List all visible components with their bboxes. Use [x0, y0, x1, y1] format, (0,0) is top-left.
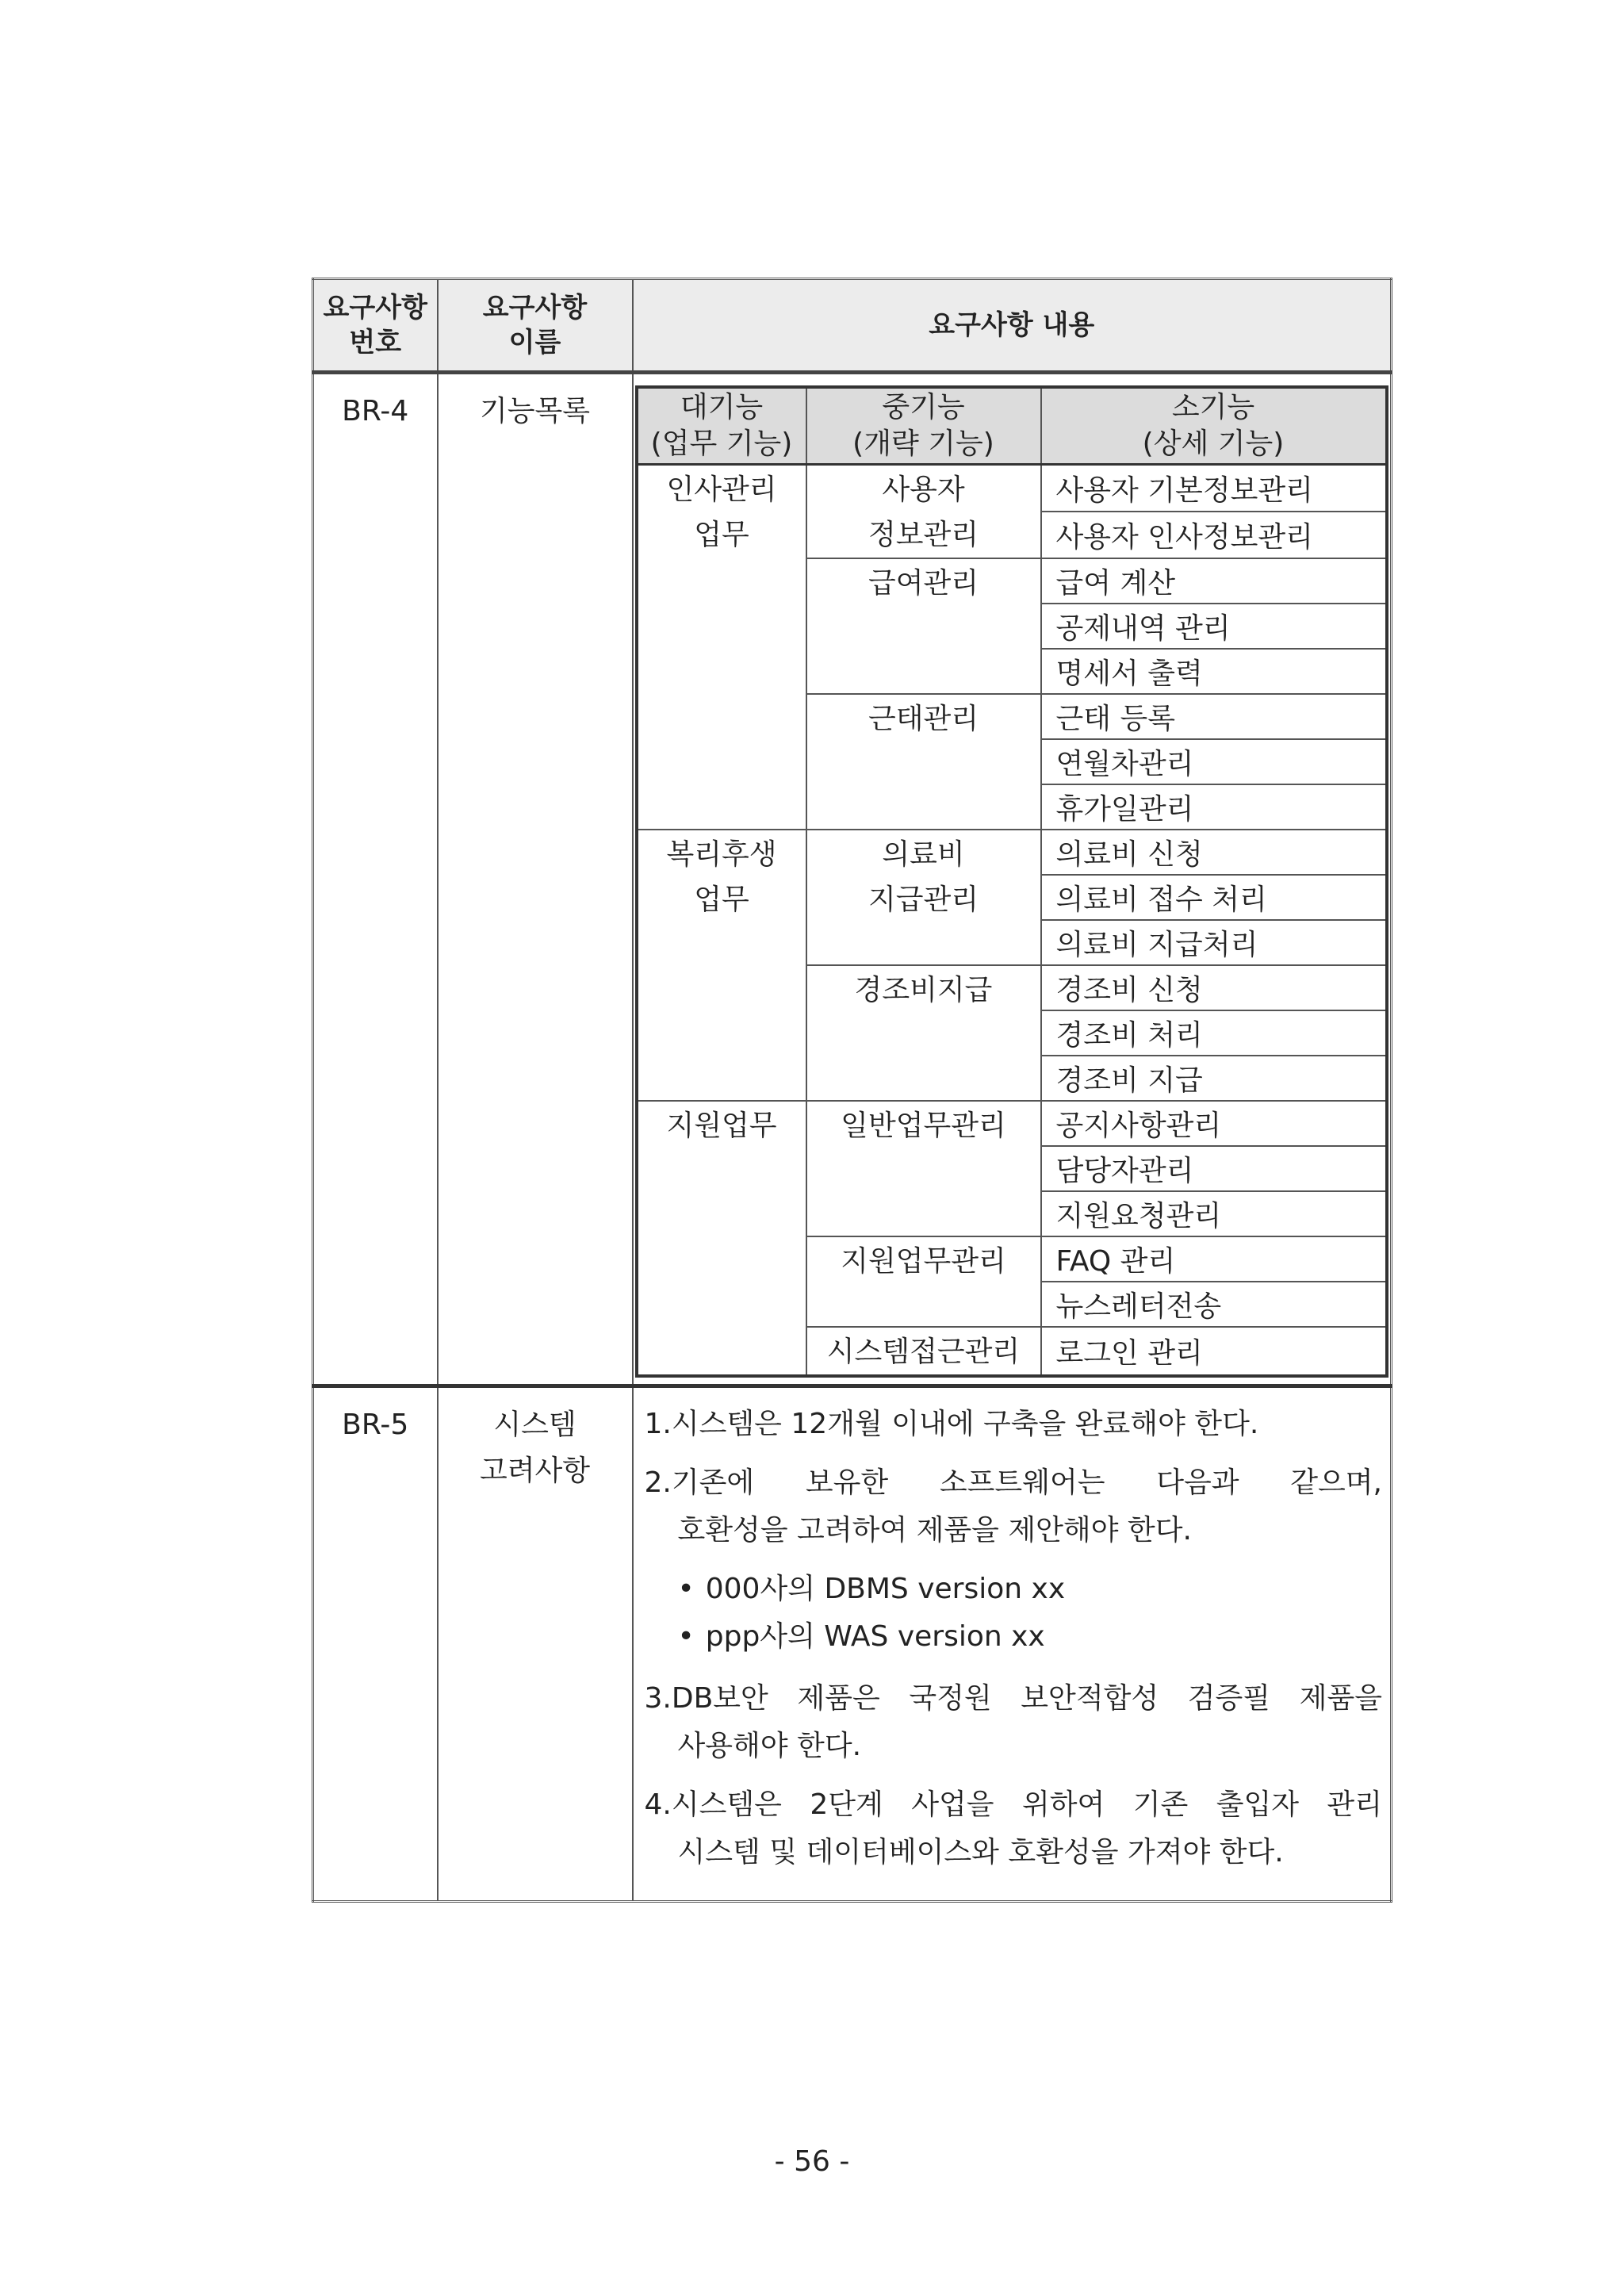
header-mid-function: 중기능 (개략 기능) — [806, 387, 1041, 465]
small-function-cell: 사용자 기본정보관리 — [1041, 465, 1387, 512]
small-function-cell: 뉴스레터전송 — [1041, 1282, 1387, 1327]
mid-function-cell: 근태관리 — [806, 694, 1041, 830]
small-function-cell: 지원요청관리 — [1041, 1191, 1387, 1236]
mid-function-cell: 의료비 지급관리 — [806, 830, 1041, 965]
mid-function-cell: 급여관리 — [806, 558, 1041, 694]
header-large-function: 대기능 (업무 기능) — [637, 387, 806, 465]
small-function-cell: 경조비 처리 — [1041, 1010, 1387, 1056]
header-row — [313, 279, 1392, 373]
list-item: • 000사의 DBMS version xx — [678, 1566, 1383, 1613]
row-br5 — [313, 1386, 1392, 1902]
small-function-cell: 의료비 지급처리 — [1041, 920, 1387, 965]
page-number: - 56 - — [774, 2145, 850, 2178]
br5-id: BR-5 — [313, 1386, 438, 1902]
function-list-header — [637, 387, 1387, 465]
small-function-cell: 경조비 지급 — [1041, 1056, 1387, 1101]
list-item: • ppp사의 WAS version xx — [678, 1613, 1383, 1661]
row-br4 — [313, 373, 1392, 1386]
mid-function-cell: 지원업무관리 — [806, 1236, 1041, 1327]
requirement-item: 1.시스템은 12개월 이내에 구축을 완료해야 한다. — [644, 1408, 1259, 1440]
small-function-cell: 의료비 접수 처리 — [1041, 875, 1387, 920]
small-function-cell: 근태 등록 — [1041, 694, 1387, 739]
large-function-cell: 인사관리 업무 — [637, 465, 806, 830]
large-function-cell: 지원업무 — [637, 1101, 806, 1376]
requirement-item: 2.기존에 보유한 소프트웨어는 다음과 같으며, 호환성을 고려하여 제품을 제안해야 한다. — [644, 1466, 1382, 1547]
mid-function-cell: 경조비지급 — [806, 965, 1041, 1101]
mid-function-cell: 시스템접근관리 — [806, 1327, 1041, 1376]
br4-content — [633, 373, 1392, 1386]
small-function-cell: 공지사항관리 — [1041, 1101, 1387, 1146]
software-list — [645, 1566, 1383, 1661]
header-small-function: 소기능 (상세 기능) — [1041, 387, 1387, 465]
table-row — [637, 465, 1387, 512]
small-function-cell: 의료비 신청 — [1041, 830, 1387, 875]
mid-function-cell: 사용자 정보관리 — [806, 465, 1041, 559]
small-function-cell: 급여 계산 — [1041, 558, 1387, 604]
small-function-cell: 담당자관리 — [1041, 1146, 1387, 1191]
header-req-id: 요구사항 번호 — [313, 279, 438, 373]
header-req-name: 요구사항 이름 — [438, 279, 633, 373]
small-function-cell: 연월차관리 — [1041, 739, 1387, 784]
small-function-cell: 명세서 출력 — [1041, 649, 1387, 694]
requirement-item: 4.시스템은 2단계 사업을 위하여 기존 출입자 관리 시스템 및 데이터베이스와 호환성을 가져야 한다. — [644, 1788, 1382, 1869]
table-row — [637, 1101, 1387, 1146]
br5-content — [633, 1386, 1392, 1902]
requirements-table — [312, 278, 1392, 1903]
mid-function-cell: 일반업무관리 — [806, 1101, 1041, 1236]
small-function-cell: 사용자 인사정보관리 — [1041, 512, 1387, 558]
small-function-cell: 공제내역 관리 — [1041, 604, 1387, 649]
small-function-cell: FAQ 관리 — [1041, 1236, 1387, 1282]
small-function-cell: 경조비 신청 — [1041, 965, 1387, 1010]
requirement-item: 3.DB보안 제품은 국정원 보안적합성 검증필 제품을 사용해야 한다. — [644, 1682, 1382, 1762]
small-function-cell: 로그인 관리 — [1041, 1327, 1387, 1376]
br4-id: BR-4 — [313, 373, 438, 1386]
br4-name: 기능목록 — [438, 373, 633, 1386]
table-row — [637, 830, 1387, 875]
header-req-content: 요구사항 내용 — [633, 279, 1392, 373]
br5-name: 시스템 고려사항 — [438, 1386, 633, 1902]
function-list-table — [635, 385, 1388, 1378]
small-function-cell: 휴가일관리 — [1041, 784, 1387, 830]
large-function-cell: 복리후생 업무 — [637, 830, 806, 1101]
